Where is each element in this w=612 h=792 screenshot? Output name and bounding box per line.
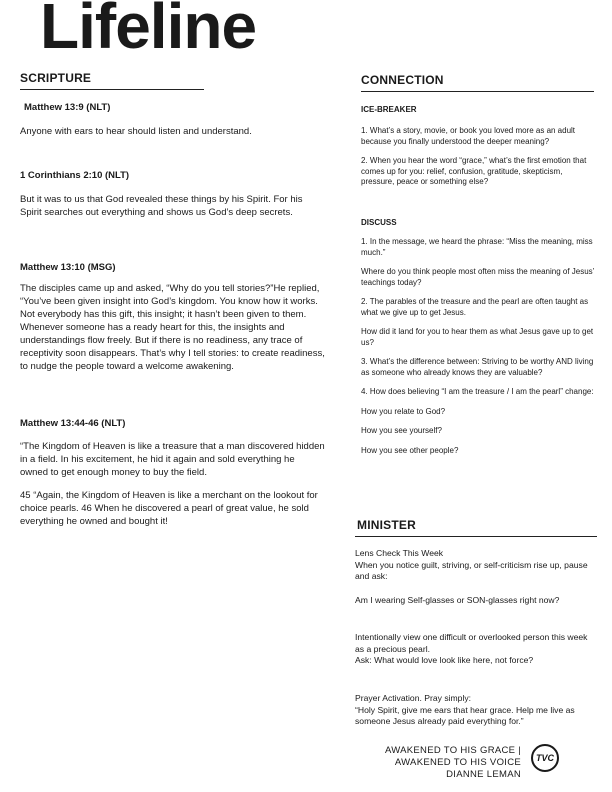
footer-line1: AWAKENED TO HIS GRACE | (384, 745, 521, 756)
passage-paragraph: But it was to us that God revealed these things by his Spirit. For his Spirit searches out everything and shows us God’s deep secrets. (20, 194, 303, 218)
passage-paragraph: “The Kingdom of Heaven is like a treasure that a man discovered hidden in a field. In his excitement, he hid it again and sold everything he owned to get enough money to buy the field. (20, 441, 325, 478)
ask-text: Ask: What would love look like here, not force? (355, 655, 534, 665)
list-item: How did it land for you to hear them as what Jesus gave up to get us? (361, 327, 594, 347)
passage-ref: Matthew 13:44-46 (NLT) (20, 418, 126, 429)
footer-author: DIANNE LEMAN (446, 769, 521, 780)
minister-heading: MINISTER (357, 518, 416, 532)
minister-prayer-block (355, 693, 597, 728)
footer-tagline (340, 745, 521, 781)
passage-body (20, 282, 330, 373)
passage-ref: 1 Corinthians 2:10 (NLT) (20, 170, 130, 181)
list-item: Where do you think people most often miss the meaning of Jesus’ teachings today? (361, 267, 595, 287)
lens-text: When you notice guilt, striving, or self-criticism rise up, pause and ask: (355, 559, 588, 581)
discuss-heading: DISCUSS (361, 218, 397, 227)
passage-paragraph: The disciples came up and asked, “Why do you tell stories?”He replied, “You’ve been given insight into God’s kingdom. You know how it works. Not everybody has this gift, this insight; it hasn’t been given to them. Whenever someone has a ready heart for this, the insights and understandings flow freely. But if there is no readiness, any trace of receptivity soon disappears. That’s why I tell stories: to create readiness, to nudge the people toward a welcome awakening. (20, 283, 325, 372)
page-title: Lifeline (40, 0, 257, 62)
passage-paragraph: 45 “Again, the Kingdom of Heaven is like a merchant on the lookout for choice pearls. 46 When he discovered a pearl of great value, he sold everything he owned and bought it! (20, 490, 318, 527)
tvc-logo (531, 744, 559, 772)
scripture-divider (20, 89, 204, 90)
icebreaker-heading: ICE-BREAKER (361, 105, 417, 114)
passage-ref: Matthew 13:10 (MSG) (20, 262, 116, 273)
minister-intentional-block (355, 632, 597, 667)
prayer-title: Prayer Activation. Pray simply: (355, 693, 472, 703)
list-item: 4. How does believing “I am the treasure / I am the pearl” change: (361, 387, 594, 396)
connection-divider (361, 91, 594, 92)
icebreaker-list (361, 126, 597, 188)
list-item: How you relate to God? (361, 406, 446, 416)
lens-title: Lens Check This Week (355, 548, 444, 558)
passage-body (20, 125, 310, 138)
minister-divider (355, 536, 597, 537)
list-item: How you see other people? (361, 445, 459, 455)
passage-ref: Matthew 13:9 (NLT) (24, 102, 111, 113)
minister-lens-block (355, 548, 597, 606)
scripture-heading: SCRIPTURE (20, 71, 92, 85)
list-item: 1. What’s a story, movie, or book you loved more as an adult because you finally understood the deeper meaning? (361, 126, 576, 146)
footer-line2: AWAKENED TO HIS VOICE (394, 757, 521, 768)
list-item: 1. In the message, we heard the phrase: “Miss the meaning, miss much.” (361, 237, 593, 257)
passage-paragraph: Anyone with ears to hear should listen and understand. (20, 126, 252, 137)
list-item: 2. When you hear the word “grace,” what’s the first emotion that comes up for you: relief, confusion, gratitude, skepticism, pressure, peace or something else? (361, 156, 587, 186)
discuss-list (361, 237, 597, 456)
passage-body (20, 193, 320, 219)
tvc-logo-text: TVC (536, 753, 554, 763)
list-item: 3. What’s the difference between: Striving to be worthy AND living as someone who already knows they are valuable? (361, 357, 594, 377)
lens-question: Am I wearing Self-glasses or SON-glasses right now? (355, 594, 560, 605)
intentional-text: Intentionally view one difficult or overlooked person this week as a precious pearl. (355, 632, 588, 654)
passage-body (20, 440, 325, 528)
list-item: How you see yourself? (361, 426, 442, 435)
connection-heading: CONNECTION (361, 73, 444, 87)
list-item: 2. The parables of the treasure and the pearl are often taught as what we give up to get Jesus. (361, 297, 589, 317)
prayer-text: “Holy Spirit, give me ears that hear grace. Help me live as someone Jesus already paid everything for.” (355, 704, 575, 726)
